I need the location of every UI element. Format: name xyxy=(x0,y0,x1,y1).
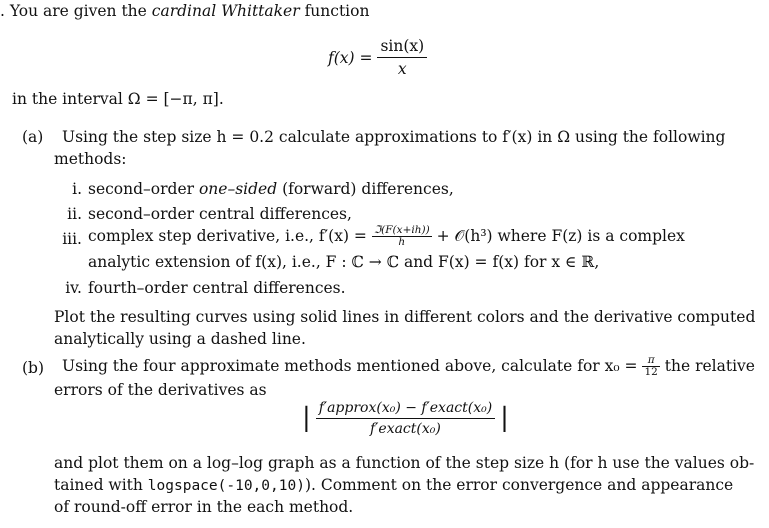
item-i-prefix: second–order xyxy=(88,180,199,198)
item-iii-label: iii. xyxy=(62,230,82,248)
plot-line2: analytically using a dashed line. xyxy=(54,330,306,348)
logspace-code: logspace(-10,0,10) xyxy=(147,478,305,494)
part-b-line4-prefix: tained with xyxy=(54,476,148,494)
plot-line1: Plot the resulting curves using solid lines in different colors and the derivative computed xyxy=(54,308,756,326)
item-ii-label: ii. xyxy=(67,205,82,223)
item-iv-label: iv. xyxy=(65,279,82,297)
part-b-line1-prefix: Using the four approximate methods mentioned above, calculate for x₀ = xyxy=(62,357,643,375)
part-b-label: (b) xyxy=(22,359,45,377)
abs-left: | xyxy=(302,403,311,433)
item-iii-suffix: + 𝒪(h³) where F(z) is a complex xyxy=(431,227,685,245)
part-b-line4-suffix: ). Comment on the error convergence and appearance xyxy=(304,476,734,494)
part-b-line3: and plot them on a log–log graph as a function of the step size h (for h use the values ob- xyxy=(54,454,755,472)
part-a-line1: Using the step size h = 0.2 calculate approximations to f′(x) in Ω using the following xyxy=(62,128,726,146)
item-i-emph: one–sided xyxy=(198,180,278,198)
part-b-line5: of round-off error in the each method. xyxy=(54,498,354,516)
part-a-line2: methods: xyxy=(54,150,127,168)
item-i-text xyxy=(88,178,454,200)
item-iii-prefix: complex step derivative, i.e., f′(x) = xyxy=(88,227,372,245)
part-b-line1 xyxy=(62,354,755,382)
relative-error-numerator: f′approx(x₀) − f′exact(x₀) xyxy=(318,399,493,416)
part-b-frac-num: π xyxy=(647,353,655,366)
part-b-frac-den: 12 xyxy=(644,365,658,378)
abs-right: | xyxy=(500,403,509,433)
interval-line: in the interval Ω = [−π, π]. xyxy=(12,90,224,108)
equation-denominator: x xyxy=(377,57,427,80)
item-i-suffix: (forward) differences, xyxy=(277,180,454,198)
item-ii-text: second–order central differences, xyxy=(88,205,352,223)
part-b-line2: errors of the derivatives as xyxy=(54,381,267,399)
intro-suffix: function xyxy=(299,2,370,20)
equation-numerator: sin(x) xyxy=(380,37,425,55)
part-b-line1-suffix: the relative xyxy=(659,357,755,375)
item-iii-frac-num: ℑ(F(x+ih)) xyxy=(373,223,430,236)
part-b-fraction xyxy=(642,355,659,378)
item-iii-line2: analytic extension of f(x), i.e., F : ℂ → ℂ and F(x) = f(x) for x ∈ ℝ, xyxy=(88,253,600,271)
equation-lhs: f(x) = xyxy=(328,48,373,67)
relative-error-equation xyxy=(302,396,509,446)
part-a-label: (a) xyxy=(22,128,44,146)
relative-error-denominator: f′exact(x₀) xyxy=(316,418,496,439)
item-iv-text: fourth–order central differences. xyxy=(88,279,346,297)
part-b-line4 xyxy=(54,474,733,497)
item-iii-text xyxy=(88,224,685,254)
intro-prefix: . You are given the xyxy=(0,2,152,20)
display-equation xyxy=(328,35,427,80)
relative-error-fraction xyxy=(316,398,496,439)
intro-line xyxy=(0,0,369,22)
intro-term: cardinal Whittaker xyxy=(151,2,300,20)
item-iii-frac-den: h xyxy=(372,236,432,248)
item-i-label: i. xyxy=(72,180,82,198)
item-iii-fraction xyxy=(372,225,432,248)
equation-fraction xyxy=(377,35,427,80)
